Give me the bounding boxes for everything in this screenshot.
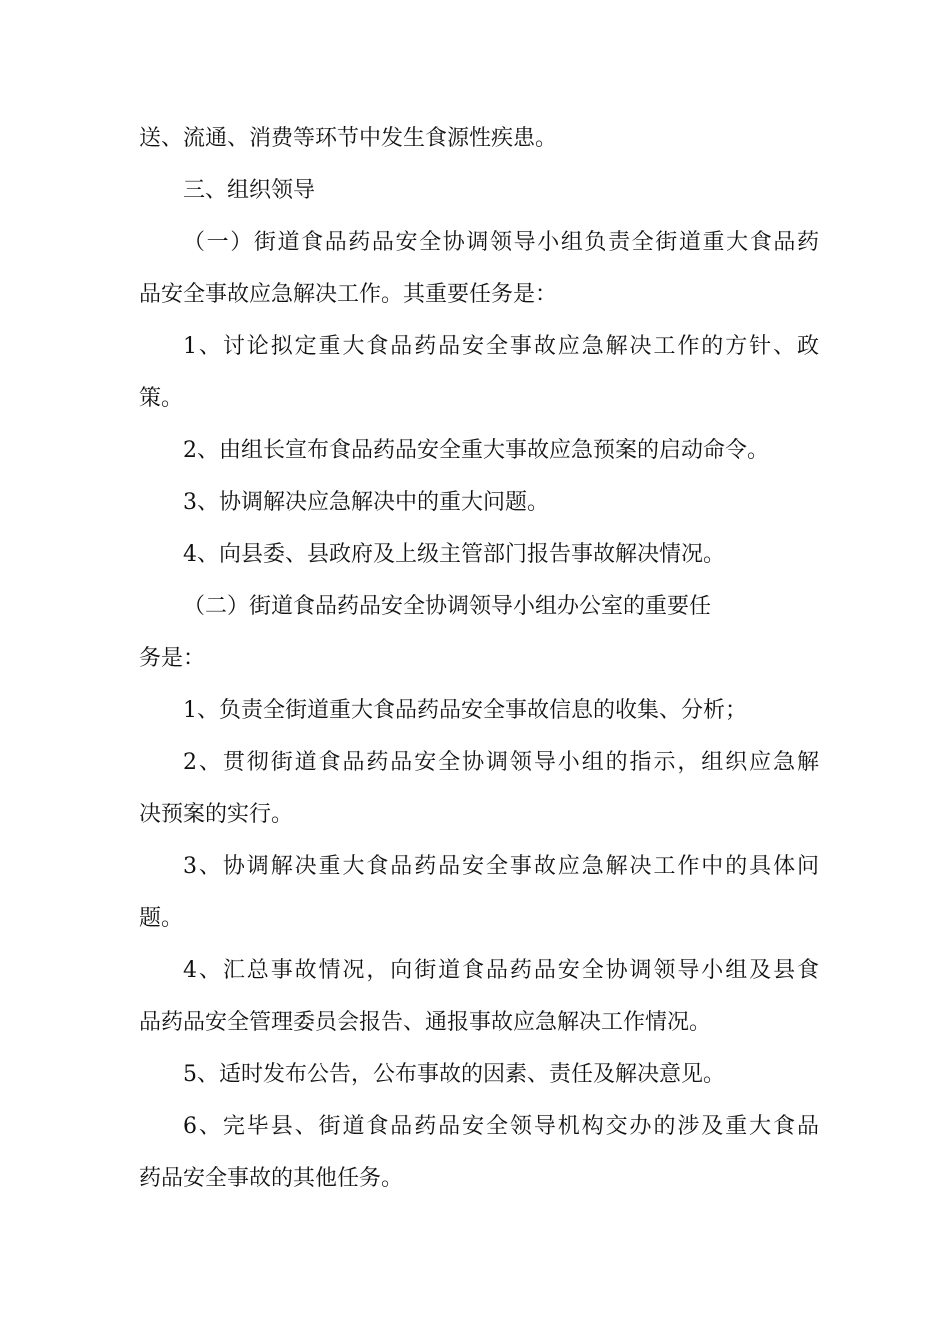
list-item-line: 5、适时发布公告，公布事故的因素、责任及解决意见。 [183,1062,725,1087]
paragraph-line-4: 品安全事故应急解决工作。其重要任务是： [139,282,558,307]
paragraph-line-3: （一）街道食品药品安全协调领导小组负责全街道重大食品药 [183,230,819,255]
list-item-line: 4、向县委、县政府及上级主管部门报告事故解决情况。 [183,542,725,567]
list-item-line: 3、协调解决重大食品药品安全事故应急解决工作中的具体问 [183,854,819,879]
list-item-continuation: 品药品安全管理委员会报告、通报事故应急解决工作情况。 [139,1010,712,1035]
subsection-heading-office: （二）街道食品药品安全协调领导小组办公室的重要任 [183,594,712,619]
list-item-line: 2、贯彻街道食品药品安全协调领导小组的指示，组织应急解 [183,750,819,775]
paragraph-line-1: 送、流通、消费等环节中发生食源性疾患。 [139,126,558,151]
list-item-line: 1、负责全街道重大食品药品安全事故信息的收集、分析； [183,698,747,723]
subsection-heading-continuation: 务是： [139,646,206,671]
list-item-line: 6、完毕县、街道食品药品安全领导机构交办的涉及重大食品 [183,1114,819,1139]
list-item-continuation: 决预案的实行。 [139,802,294,827]
list-item-line: 4、汇总事故情况，向街道食品药品安全协调领导小组及县食 [183,958,819,983]
list-item-continuation: 策。 [139,386,184,411]
list-item-line: 1、讨论拟定重大食品药品安全事故应急解决工作的方针、政 [183,334,819,359]
section-heading-organization: 三、组织领导 [183,178,316,203]
document-body [139,113,819,1205]
list-item-line: 2、由组长宣布食品药品安全重大事故应急预案的启动命令。 [183,438,769,463]
list-item-continuation: 药品安全事故的其他任务。 [139,1166,404,1191]
list-item-continuation: 题。 [139,906,184,931]
list-item-line: 3、协调解决应急解决中的重大问题。 [183,490,549,515]
